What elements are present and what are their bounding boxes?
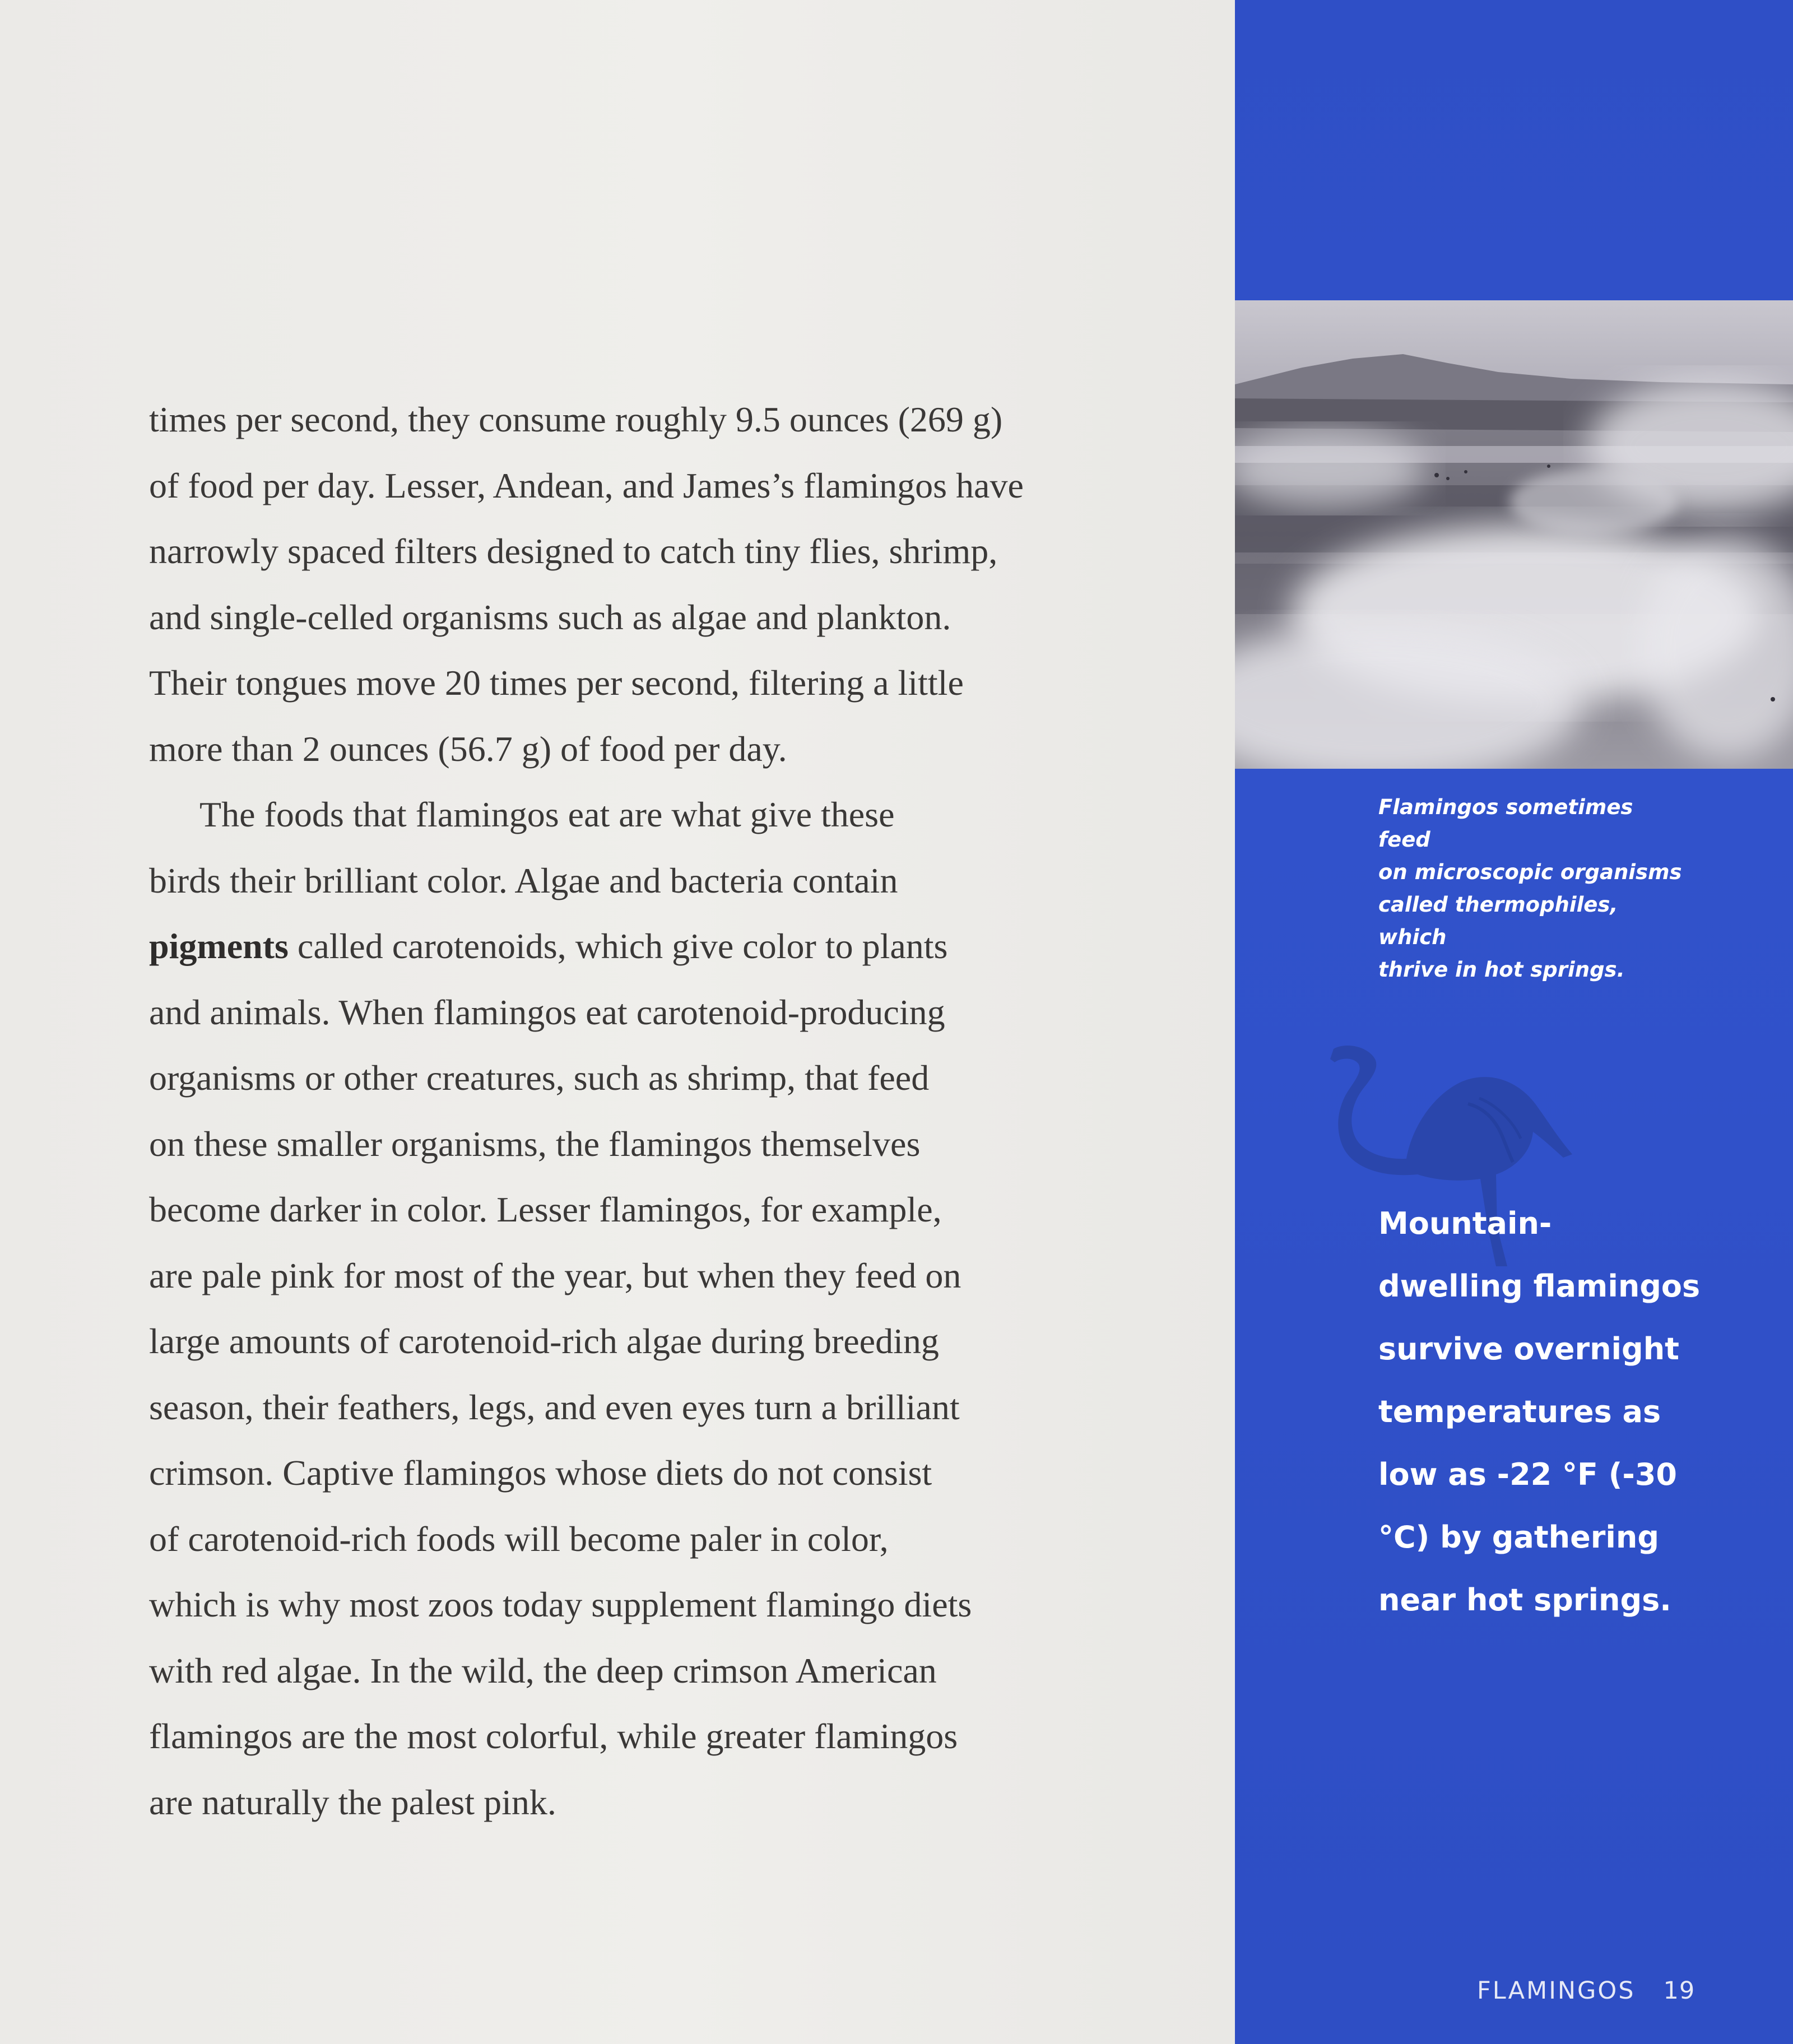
line: narrowly spaced filters designed to catch tiny flies, shrimp, xyxy=(149,531,998,571)
body-text xyxy=(149,387,1124,1835)
line: crimson. Captive flamingos whose diets do not consist xyxy=(149,1453,932,1493)
hot-springs-image xyxy=(1235,300,1793,769)
line: are naturally the palest pink. xyxy=(149,1782,556,1822)
callout-line: °C) by gathering xyxy=(1378,1520,1659,1555)
line: and single-celled organisms such as algae and plankton. xyxy=(149,597,951,637)
line: called carotenoids, which give color to plants xyxy=(297,926,948,966)
line: of food per day. Lesser, Andean, and James’s flamingos have xyxy=(149,465,1024,505)
caption-line: called thermophiles, which xyxy=(1378,893,1618,949)
callout-line: dwelling flamingos xyxy=(1378,1269,1701,1304)
callout-line: near hot springs. xyxy=(1378,1582,1671,1618)
line: season, their feathers, legs, and even eyes turn a brilliant xyxy=(149,1387,960,1427)
line: flamingos are the most colorful, while greater flamingos xyxy=(149,1716,958,1756)
paragraph-1 xyxy=(149,387,1124,782)
page-number: 19 xyxy=(1663,1977,1696,2005)
line: of carotenoid-rich foods will become paler in color, xyxy=(149,1518,889,1559)
callout-line: temperatures as xyxy=(1378,1394,1661,1429)
line: and animals. When flamingos eat carotenoid-producing xyxy=(149,992,945,1032)
hot-springs-photo xyxy=(1235,300,1793,769)
photo-caption xyxy=(1378,791,1692,986)
line: on these smaller organisms, the flamingos themselves xyxy=(149,1123,921,1164)
line: which is why most zoos today supplement flamingo diets xyxy=(149,1585,972,1624)
line: times per second, they consume roughly 9.5 ounces (269 g) xyxy=(149,399,1003,439)
glossary-term-pigments: pigments xyxy=(149,926,289,966)
line: large amounts of carotenoid-rich algae during breeding xyxy=(149,1321,939,1361)
line: are pale pink for most of the year, but when they feed on xyxy=(149,1255,961,1295)
running-title: FLAMINGOS xyxy=(1477,1977,1636,2005)
line: The foods that flamingos eat are what give these xyxy=(199,795,895,834)
line: organisms or other creatures, such as shrimp, that feed xyxy=(149,1058,930,1098)
paragraph-2 xyxy=(149,782,1124,1835)
line: become darker in color. Lesser flamingos, for example, xyxy=(149,1190,942,1229)
callout-line: Mountain- xyxy=(1378,1206,1552,1241)
caption-line: thrive in hot springs. xyxy=(1378,958,1625,982)
callout-line: low as -22 °F (-30 xyxy=(1378,1457,1677,1492)
fact-callout xyxy=(1378,1192,1737,1632)
callout-line: survive overnight xyxy=(1378,1331,1679,1367)
line: Their tongues move 20 times per second, filtering a little xyxy=(149,663,964,703)
caption-line: Flamingos sometimes feed xyxy=(1378,795,1633,852)
line: birds their brilliant color. Algae and bacteria contain xyxy=(149,860,898,900)
line: with red algae. In the wild, the deep crimson American xyxy=(149,1650,937,1690)
line: more than 2 ounces (56.7 g) of food per day. xyxy=(149,728,787,769)
page-footer xyxy=(1477,1977,1695,2005)
caption-line: on microscopic organisms xyxy=(1378,860,1682,884)
